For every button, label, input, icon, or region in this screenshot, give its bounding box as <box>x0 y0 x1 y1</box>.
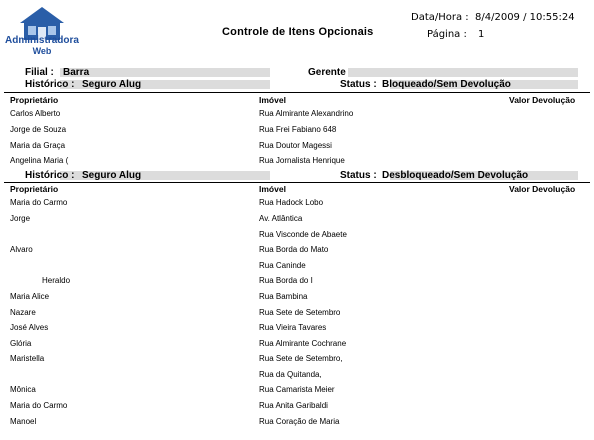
group2-divider <box>4 182 590 183</box>
group1-status-value: Bloqueado/Sem Devolução <box>382 79 511 90</box>
group2-col-property: Imóvel <box>259 184 286 194</box>
group1-col-property: Imóvel <box>259 95 286 105</box>
table-row-property: Rua Frei Fabiano 648 <box>259 125 337 134</box>
datetime-label: Data/Hora : <box>411 12 469 23</box>
table-row-owner: Maria do Carmo <box>10 401 68 410</box>
table-row-owner: Angelina Maria ( <box>10 156 69 165</box>
group2-col-owner: Proprietário <box>10 184 59 194</box>
table-row-owner: Maria da Graça <box>10 141 66 150</box>
group1-col-value: Valor Devolução <box>509 95 576 105</box>
page-label: Página : <box>427 29 467 40</box>
group1-status-label: Status : <box>340 79 377 90</box>
table-row-owner: Alvaro <box>10 245 33 254</box>
gerente-label: Gerente <box>308 67 346 78</box>
table-row-property: Rua Vieira Tavares <box>259 323 327 332</box>
table-row-property: Rua Almirante Cochrane <box>259 339 347 348</box>
table-row-property: Rua da Quitanda, <box>259 370 322 379</box>
table-row-owner: Glória <box>10 339 32 348</box>
brand-line1: Administradora <box>5 35 79 46</box>
table-row-property: Rua Caninde <box>259 261 306 270</box>
brand-logo-text <box>2 36 82 56</box>
table-row-property: Rua Borda do I <box>259 276 313 285</box>
filial-bar <box>60 68 270 77</box>
filial-label: Filial : <box>25 67 54 78</box>
table-row-owner: José Alves <box>10 323 49 332</box>
group1-col-owner: Proprietário <box>10 95 59 105</box>
table-row-owner: Jorge <box>10 214 31 223</box>
report-title: Controle de Itens Opcionais <box>222 26 374 38</box>
table-row-owner: Carlos Alberto <box>10 109 61 118</box>
table-row-property: Rua Doutor Magessi <box>259 141 332 150</box>
group2-status-value: Desbloqueado/Sem Devolução <box>382 170 529 181</box>
table-row-property: Rua Jornalista Henrique <box>259 156 345 165</box>
group1-divider <box>4 92 590 93</box>
table-row-owner: Maristella <box>10 354 45 363</box>
table-row-owner: Nazare <box>10 308 36 317</box>
table-row-property: Rua Anita Garibaldi <box>259 401 328 410</box>
brand-line2: Web <box>32 46 52 56</box>
datetime-value: 8/4/2009 / 10:55:24 <box>475 12 575 23</box>
table-row-property: Rua Bambina <box>259 292 308 301</box>
group2-historico-label: Histórico : <box>25 170 75 181</box>
table-row-property: Rua Coração de Maria <box>259 417 340 426</box>
table-row-owner: Manoel <box>10 417 37 426</box>
filial-value: Barra <box>63 67 90 78</box>
table-row-owner: Maria do Carmo <box>10 198 68 207</box>
table-row-property: Rua Borda do Mato <box>259 245 329 254</box>
page-number: 1 <box>478 29 485 40</box>
table-row-property: Rua Sete de Setembro <box>259 308 341 317</box>
group2-status-label: Status : <box>340 170 377 181</box>
group2-historico-value: Seguro Alug <box>82 170 142 181</box>
group2-col-value: Valor Devolução <box>509 184 576 194</box>
table-row-property: Rua Almirante Alexandrino <box>259 109 354 118</box>
table-row-property: Rua Camarista Meier <box>259 385 335 394</box>
gerente-bar <box>348 68 578 77</box>
table-row-property: Rua Visconde de Abaete <box>259 230 347 239</box>
table-row-property: Rua Sete de Setembro, <box>259 354 343 363</box>
table-row-owner: Heraldo <box>42 276 71 285</box>
table-row-property: Av. Atlântica <box>259 214 303 223</box>
table-row-property: Rua Hadock Lobo <box>259 198 324 207</box>
group1-historico-label: Histórico : <box>25 79 75 90</box>
group1-historico-value: Seguro Alug <box>82 79 142 90</box>
table-row-owner: Maria Alice <box>10 292 50 301</box>
table-row-owner: Mônica <box>10 385 36 394</box>
table-row-owner: Jorge de Souza <box>10 125 67 134</box>
